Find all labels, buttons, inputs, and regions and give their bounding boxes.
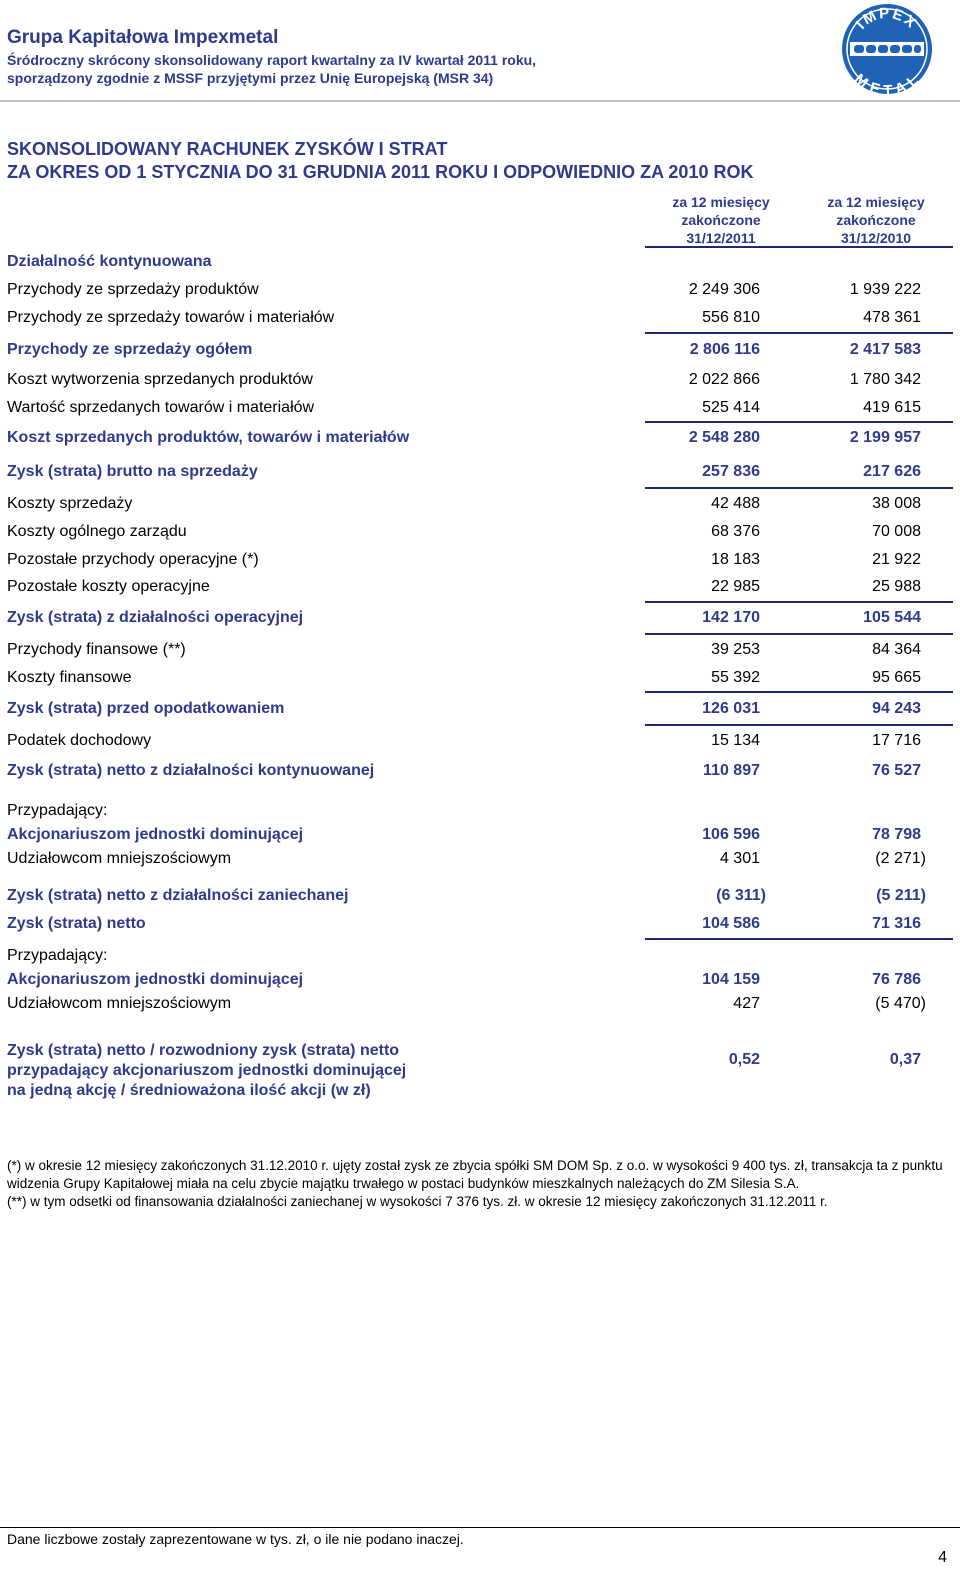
table-row: Przychody ze sprzedaży towarów i materiałów 556 810 478 361	[7, 309, 921, 326]
table-row-gross-profit: Zysk (strata) brutto na sprzedaży 257 836 217 626	[7, 463, 921, 480]
attributable-label: Przypadający:	[7, 802, 108, 819]
table-row: Przychody finansowe (**) 39 253 84 364	[7, 641, 921, 658]
company-name: Grupa Kapitałowa Impexmetal	[7, 27, 279, 48]
table-row-parent-shareholders: Akcjonariuszom jednostki dominującej 104 159 76 786	[7, 971, 921, 988]
impexmetal-logo	[840, 2, 934, 96]
footer-note: Dane liczbowe zostały zaprezentowane w tys. zł, o ile nie podano inaczej.	[7, 1531, 464, 1547]
table-row-total-revenue: Przychody ze sprzedaży ogółem 2 806 116 2 417 583	[7, 341, 921, 358]
subtotal-rule	[645, 938, 953, 940]
eps-label: Zysk (strata) netto / rozwodniony zysk (strata) netto przypadający akcjonariuszom jednostki dominującej na jedną akcję / średnioważona ilość akcji (w zł)	[7, 1042, 407, 1099]
subtotal-rule	[645, 691, 953, 693]
footer-rule	[0, 1527, 960, 1528]
table-row: Pozostałe koszty operacyjne 22 985 25 988	[7, 578, 921, 595]
table-row-net-profit-continuing: Zysk (strata) netto z działalności kontynuowanej 110 897 76 527	[7, 762, 921, 779]
column-header-rule	[645, 246, 953, 248]
table-row: Koszt wytworzenia sprzedanych produktów 2 022 866 1 780 342	[7, 371, 921, 388]
table-row-net-profit: Zysk (strata) netto 104 586 71 316	[7, 915, 921, 932]
column-header-2011: za 12 miesięcy zakończone 31/12/2011	[672, 194, 770, 246]
subtotal-rule	[645, 724, 953, 726]
footnote-2: (**) w tym odsetki od finansowania działalności zaniechanej w wysokości 7 376 tys. zł. w okresie 12 miesięcy zakończonych 31.12.2011 r.	[7, 1194, 828, 1209]
attributable-label: Przypadający:	[7, 947, 108, 964]
column-header-2010: za 12 miesięcy zakończone 31/12/2010	[827, 194, 925, 246]
table-row-discontinued: Zysk (strata) netto z działalności zaniechanej (6 311) (5 211)	[7, 887, 926, 904]
header-rule	[0, 100, 960, 102]
eps-value-2011: 0,52	[728, 1051, 760, 1068]
svg-text:IMPEX: IMPEX	[852, 4, 921, 33]
subtotal-rule	[645, 633, 953, 635]
table-row-minority: Udziałowcom mniejszościowym 427 (5 470)	[7, 995, 926, 1012]
table-row: Wartość sprzedanych towarów i materiałów 525 414 419 615	[7, 399, 921, 416]
subtotal-rule	[645, 421, 953, 423]
subtotal-rule	[645, 601, 953, 603]
table-row-minority: Udziałowcom mniejszościowym 4 301 (2 271)	[7, 850, 926, 867]
table-row-profit-before-tax: Zysk (strata) przed opodatkowaniem 126 031 94 243	[7, 700, 921, 717]
table-row: Przychody ze sprzedaży produktów 2 249 306 1 939 222	[7, 281, 921, 298]
statement-title-line1: SKONSOLIDOWANY RACHUNEK ZYSKÓW I STRAT	[7, 139, 448, 159]
footnote-1: (*) w okresie 12 miesięcy zakończonych 31.12.2010 r. ujęty został zysk ze zbycia spółki SM DOM Sp. z o.o. w wysokości 9 400 tys. zł, transakcja ta z punktu widzenia Grupy Kapitałowej miała na celu zbycie majątku trwałego w postaci budynków mieszkalnych należących do ZM Silesia S.A.	[7, 1158, 943, 1191]
svg-text:METAL: METAL	[850, 70, 924, 96]
eps-value-2010: 0,37	[889, 1051, 921, 1068]
table-row: Koszty finansowe 55 392 95 665	[7, 669, 921, 686]
table-row: Podatek dochodowy 15 134 17 716	[7, 732, 921, 749]
table-row: Koszty sprzedaży 42 488 38 008	[7, 495, 921, 512]
report-subtitle-line1: Śródroczny skrócony skonsolidowany raport kwartalny za IV kwartał 2011 roku,	[7, 52, 537, 68]
table-row-parent-shareholders: Akcjonariuszom jednostki dominującej 106 596 78 798	[7, 826, 921, 843]
table-row: Pozostałe przychody operacyjne (*) 18 183 21 922	[7, 551, 921, 568]
statement-title-line2: ZA OKRES OD 1 STYCZNIA DO 31 GRUDNIA 2011 ROKU I ODPOWIEDNIO ZA 2010 ROK	[7, 162, 754, 182]
report-subtitle-line2: sporządzony zgodnie z MSSF przyjętymi przez Unię Europejską (MSR 34)	[7, 70, 494, 86]
subtotal-rule	[645, 332, 953, 334]
section-continuing-operations: Działalność kontynuowana	[7, 253, 212, 270]
table-row-operating-profit: Zysk (strata) z działalności operacyjnej 142 170 105 544	[7, 609, 921, 626]
footnotes	[7, 1157, 952, 1211]
page-number: 4	[938, 1549, 947, 1566]
table-row-cost-of-sales: Koszt sprzedanych produktów, towarów i materiałów 2 548 280 2 199 957	[7, 429, 921, 446]
subtotal-rule	[645, 487, 953, 489]
table-row: Koszty ogólnego zarządu 68 376 70 008	[7, 523, 921, 540]
